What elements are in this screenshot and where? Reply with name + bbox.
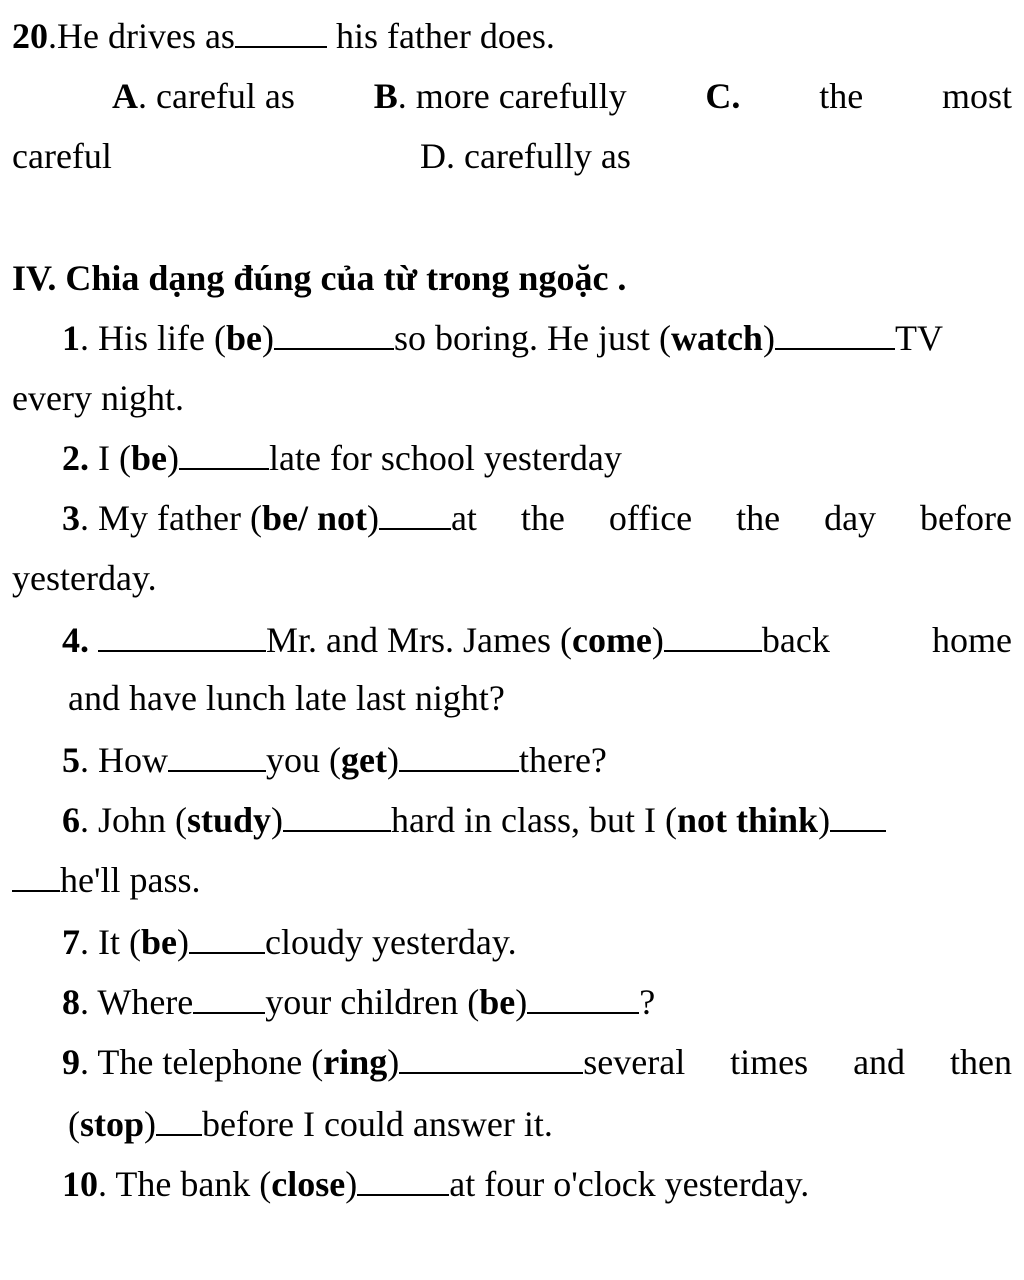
item-9: 9. The telephone (ring) several times and then — [62, 1042, 1012, 1082]
answer-blank[interactable] — [527, 982, 639, 1014]
answer-blank[interactable] — [399, 1042, 583, 1074]
answer-blank[interactable] — [189, 922, 265, 954]
answer-blank[interactable] — [379, 498, 451, 530]
q20-option-c-cont: careful — [12, 136, 112, 176]
item-7: 7. It (be) cloudy yesterday. — [62, 922, 517, 962]
q20-option-a[interactable]: A. careful as — [112, 76, 295, 116]
answer-blank[interactable] — [12, 860, 60, 892]
answer-blank[interactable] — [775, 318, 895, 350]
answer-blank[interactable] — [830, 800, 886, 832]
answer-blank[interactable] — [664, 620, 762, 652]
answer-blank[interactable] — [283, 800, 391, 832]
q20-stem: 20.He drives as his father does. — [12, 16, 555, 56]
item-6-cont: he'll pass. — [12, 858, 1012, 902]
item-1-cont: every night. — [12, 378, 184, 418]
item-3: 3. My father (be/ not) at the office the day before — [62, 498, 1012, 538]
q20-options-line2 — [12, 134, 1012, 178]
item-6: 6. John (study) hard in class, but I (not think) — [62, 798, 1012, 842]
answer-blank[interactable] — [357, 1164, 449, 1196]
item-8: 8. Where your children (be) ? — [62, 982, 656, 1022]
item-1: 1. His life (be) so boring. He just (watch) TV — [62, 318, 943, 358]
item-5: 5. How you (get) there? — [62, 740, 607, 780]
q20-option-b[interactable]: B. more carefully — [373, 76, 627, 116]
item-4: 4. Mr. and Mrs. James (come) back home — [62, 620, 1012, 660]
answer-blank[interactable] — [193, 982, 265, 1014]
item-4-cont: and have lunch late last night? — [68, 678, 505, 718]
item-2: 2. I (be) late for school yesterday — [62, 438, 622, 478]
item-3-cont: yesterday. — [12, 558, 157, 598]
answer-blank[interactable] — [168, 740, 266, 772]
answer-blank[interactable] — [274, 318, 394, 350]
q20-options-line1: A. careful as B. more carefully C. the most — [112, 76, 1012, 116]
answer-blank[interactable] — [399, 740, 519, 772]
item-10: 10. The bank (close) at four o'clock yesterday. — [62, 1164, 810, 1204]
answer-blank[interactable] — [156, 1104, 202, 1136]
answer-blank[interactable] — [98, 620, 266, 652]
q20-option-d[interactable]: D. carefully as — [420, 136, 631, 176]
item-9-cont: (stop) before I could answer it. — [68, 1104, 553, 1144]
answer-blank[interactable] — [235, 16, 327, 48]
q20-option-c-letter[interactable]: C. — [705, 76, 741, 116]
answer-blank[interactable] — [179, 438, 269, 470]
section-title: IV. Chia dạng đúng của từ trong ngoặc . — [12, 258, 627, 298]
